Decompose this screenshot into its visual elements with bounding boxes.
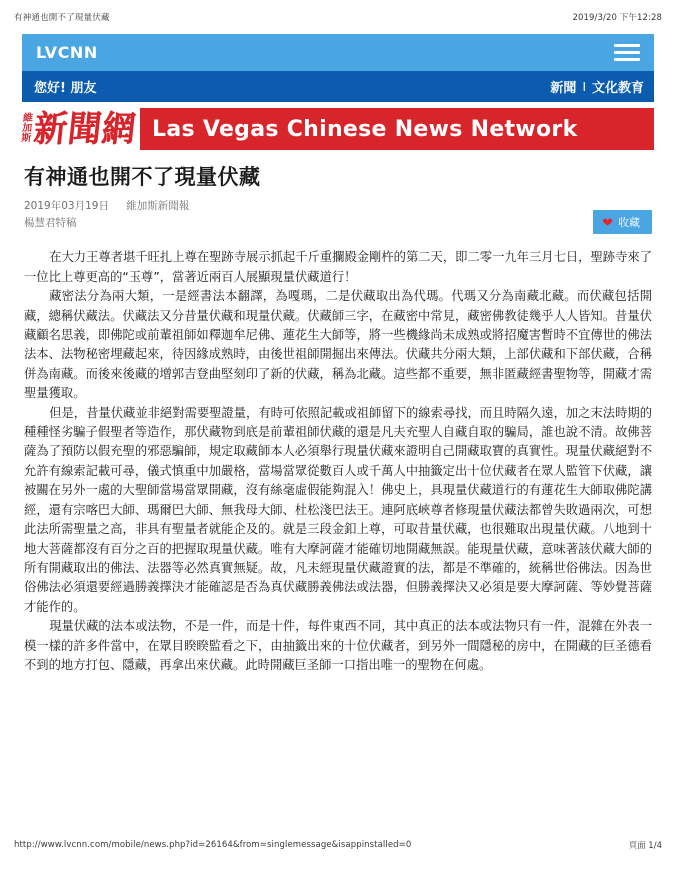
heart-icon: ❤: [602, 214, 613, 230]
hamburger-bar: [614, 58, 640, 61]
nav-separator: I: [582, 79, 586, 94]
article-byline: 楊慧君特稿: [24, 216, 77, 229]
hamburger-bar: [614, 51, 640, 54]
masthead-banner[interactable]: [22, 108, 654, 150]
favorite-button-label: 收藏: [618, 217, 640, 230]
masthead-logo-main: 新聞網: [31, 107, 139, 150]
page-content: [22, 34, 654, 676]
article: [22, 164, 654, 676]
masthead-logo-prefix-char: 加: [21, 122, 33, 134]
masthead-logo-english-band: [140, 108, 654, 150]
masthead-logo-prefix-char: 維: [22, 112, 34, 124]
article-meta-row: [24, 198, 652, 234]
masthead-logo-chinese: [22, 108, 140, 150]
site-navbar-sub: [22, 71, 654, 102]
site-logo-lvcnn[interactable]: LVCNN: [36, 43, 98, 62]
hamburger-bar: [614, 44, 640, 47]
hamburger-icon[interactable]: [614, 44, 640, 61]
nav-link-culture-education[interactable]: 文化教育: [591, 81, 644, 96]
article-paragraph: 但是，昔量伏藏並非絕對需要聖證量，有時可依照記載或祖師留下的線索尋找，而且時隔久遠，加之末法時期的種種怪劣騙子假聖者等造作，那伏藏物到底是前輩祖師伏藏的還是凡夫充聖人自藏自取的騙局，誰也說不清。故佛菩薩為了預防以假充聖的邪惡騙師，規定取藏師本人必須舉行現量伏藏來證明自己開藏取寶的真實性。現量伏藏絕對不允許有線索記載可尋，儀式慎重中加嚴格，當場當眾從數百人或千萬人中抽籤定出十位伏藏者在眾人監管下伏藏，讓被關在另外一處的大聖師當場當眾開藏，沒有絲毫虛假能夠混入！佛史上，具現量伏藏道行的有蓮花生大師取佛陀講經，還有宗喀巴大師、瑪爾巴大師、無我母大師、杜松淺巴法王。連阿底峽尊者修現量伏藏法都曾失敗過兩次，可想此法所需聖量之高，非具有聖量者就能企及的。就是三段金釦上尊，可取昔量伏藏，也很難取出現量伏藏。八地到十地大菩薩都沒有百分之百的把握取現量伏藏。唯有大摩訶薩才能確切地開藏無誤。能現量伏藏，意味著該伏藏大師的所有開藏取出的佛法、法器等必然真實無疑。故，凡未經現量伏藏證實的法，都是不準確的，統稱世俗佛法。因為世俗佛法必須還要經過勝義擇決才能確認是否為真伏藏勝義佛法或法器，但勝義擇決又必須是要大摩訶薩、等妙覺菩薩才能作的。: [24, 405, 652, 614]
print-header-title: 有神通也開不了現量伏藏: [14, 13, 110, 23]
print-footer-page-number: 頁面 1/4: [628, 841, 662, 851]
article-body: [24, 248, 652, 675]
greeting-text: 您好! 朋友: [34, 81, 97, 96]
masthead-logo-prefix-char: 斯: [20, 133, 32, 145]
article-meta: [24, 198, 189, 231]
print-header: [0, 0, 676, 34]
nav-link-news[interactable]: 新聞: [550, 81, 577, 96]
nav-links: [550, 77, 644, 96]
favorite-button[interactable]: [593, 210, 652, 234]
print-header-timestamp: 2019/3/20 下午12:28: [572, 13, 662, 23]
masthead-logo-english-text: Las Vegas Chinese News Network: [152, 116, 578, 142]
article-date: 2019年03月19日: [24, 200, 109, 213]
article-paragraph: 在大力王尊者堪千旺扎上尊在聖跡寺展示抓起千斤重攔殿金剛杵的第二天，即二零一九年三月七日，聖跡寺來了一位比上尊更高的“玉尊”，當著近兩百人展顯現量伏藏道行！: [24, 250, 652, 284]
article-paragraph: 藏密法分為兩大類，一是經書法本翻譯，為嘎瑪，二是伏藏取出為代瑪。代瑪又分為南藏北藏。而伏藏包括開藏，總稱伏藏法。伏藏法又分昔量伏藏和現量伏藏。伏藏師三字，在藏密中常見，藏密佛教徒幾乎人人皆知。昔量伏藏顧名思義，即佛陀或前輩祖師如釋迦牟尼佛、蓮花生大師等，將一些機緣尚未成熟或將招魔害暫時不宜傳世的佛法法本、法物秘密埋藏起來，待因緣成熟時，由後世祖師開掘出來傳法。伏藏共分兩大類，上部伏藏和下部伏藏，合稱併為南藏。而後來後藏的增郭吉登曲堅刻印了新的伏藏，稱為北藏。這些都不重要，無非匿藏經書聖物等，開藏才需聖量獲取。: [24, 289, 652, 401]
article-source: 維加斯新聞報: [126, 200, 190, 213]
print-footer: [0, 839, 676, 851]
site-navbar-top: [22, 34, 654, 71]
article-paragraph: 現量伏藏的法本或法物，不是一件，而是十件，每件東西不同，其中真正的法本或法物只有一件，混雜在外表一模一樣的許多件當中，在眾目睽睽監看之下，由抽籤出來的十位伏藏者，到另外一間隱秘的房中，在開藏的巨圣德看不到的地方打包、隱藏，再拿出來伏藏。此時開藏巨圣師一口指出唯一的聖物在何處。: [24, 619, 652, 673]
article-title: 有神通也開不了現量伏藏: [24, 165, 261, 189]
print-footer-url: http://www.lvcnn.com/mobile/news.php?id=26164&from=singlemessage&isappinstalled=0: [14, 840, 412, 850]
